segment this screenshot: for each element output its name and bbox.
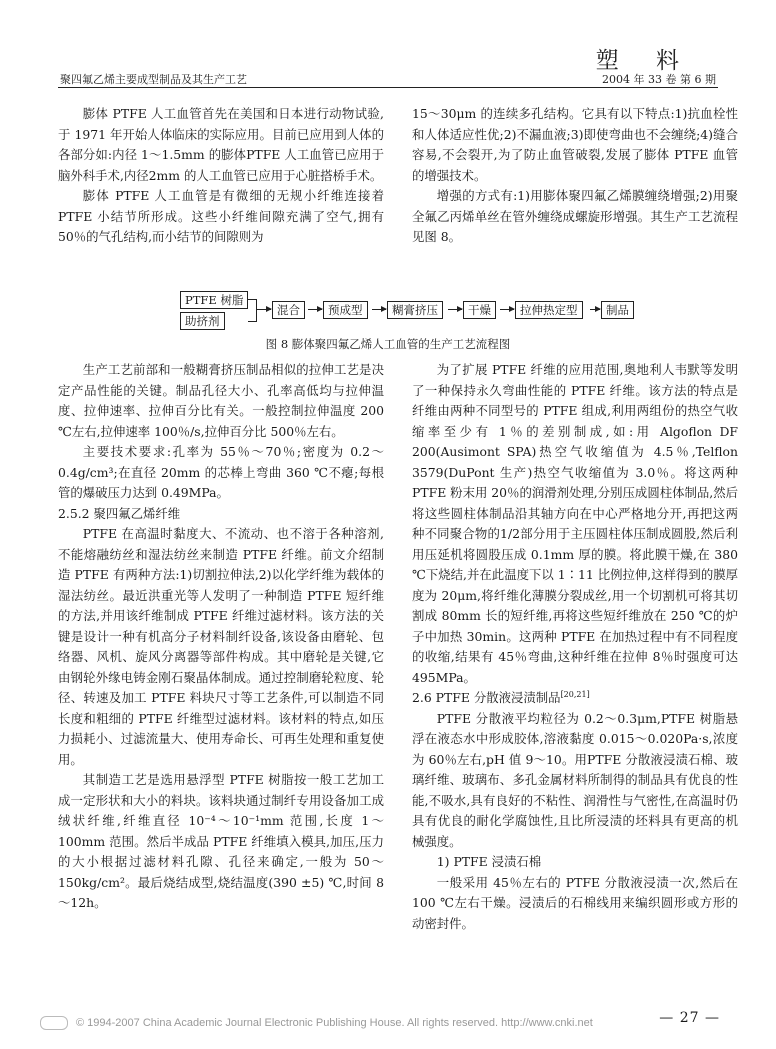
flow-merge-bracket	[248, 299, 257, 322]
paragraph: 其制造工艺是选用悬浮型 PTFE 树脂按一般工艺加工成一定形状和大小的料块。该料块通过制纤专用设备加工成绒状纤维,纤维直径 10⁻⁴～10⁻¹mm 范围,长度 1～100mm 范围。然后半成品 PTFE 纤维填入模具,加压,压力的大小根据过滤材料孔隙、孔径来确定,一般为 50～150kg/cm²。最后烧结成型,烧结温度(390 ±5) ℃,时间 8～12h。	[58, 772, 384, 910]
flow-arrow	[448, 309, 462, 310]
flow-step-paste-extrusion: 糊膏挤压	[387, 301, 443, 319]
publisher-logo-icon	[40, 1016, 68, 1030]
citation-ref: [20,21]	[560, 689, 590, 699]
flow-step-stretch-heat-setting: 拉伸热定型	[515, 301, 583, 319]
paragraph: PTFE 在高温时黏度大、不流动、也不溶于各种溶剂,不能熔融纺丝和湿法纺丝来制造 PTFE 纤维。前文介绍制造 PTFE 有两种方法:1)切割拉伸法,2)以化学纤维为载体的湿法纺丝。最近洪重光等人发明了一种制造 PTFE 短纤维的方法,并用该纤维制成 PTFE 纤维过滤材料。该方法的关键是设计一种有机高分子材料制纤设备,该设备由磨轮、包络器、风机、旋风分离器等部件构成。其中磨轮是关键,它由钢轮外缘电铸金刚石聚晶体制成。通过控制磨轮粒度、轮径、转速及加工 PTFE 料块尺寸等工艺条件,可以制造不同长度和粗细的 PTFE 纤维型过滤材料。该材料的特点,如压力损耗小、过滤流量大、使用寿命长、可再生处理和重复使用。	[58, 526, 384, 767]
flow-input-extrusion-aid: 助挤剂	[180, 312, 225, 330]
flow-step-preforming: 预成型	[323, 301, 368, 319]
section-heading: 2.6 PTFE 分散液浸渍制品[20,21]	[412, 689, 590, 705]
paragraph: 生产工艺前部和一般糊膏挤压制品相似的拉伸工艺是决定产品性能的关键。制品孔径大小、孔率高低均与拉伸温度、拉伸速率、拉伸百分比有关。一般控制拉伸温度 200 ℃左右,拉伸速率 100％/s,拉伸百分比 500％左右。	[58, 362, 384, 439]
running-header-issue: 2004 年 33 卷 第 6 期	[602, 73, 716, 86]
subheading: 1) PTFE 浸渍石棉	[436, 854, 542, 869]
flow-arrow	[590, 309, 600, 310]
header-rule	[58, 87, 718, 88]
right-column-top	[412, 104, 738, 248]
section-heading: 2.5.2 聚四氟乙烯纤维	[58, 505, 181, 521]
journal-title: 塑 料	[595, 48, 694, 74]
paragraph: 膨体 PTFE 人工血管首先在美国和日本进行动物试验,于 1971 年开始人体临床的实际应用。目前已应用到人体的各部分如:内径 1～1.5mm 的膨体PTFE 人工血管已应用于脑外科手术,内径2mm 的人工血管已应用于心脏搭桥手术。	[58, 106, 384, 183]
flow-arrow	[372, 309, 386, 310]
paragraph: 增强的方式有:1)用膨体聚四氟乙烯膜缠绕增强;2)用聚全氟乙丙烯单丝在管外缠绕成螺旋形增强。其生产工艺流程见图 8。	[412, 188, 738, 244]
paragraph: 主要技术要求:孔率为 55％～70％;密度为 0.2～0.4g/cm³;在直径 20mm 的芯棒上弯曲 360 ℃不瘪;每根管的爆破压力达到 0.49MPa。	[58, 444, 384, 500]
flow-step-mixing: 混合	[272, 301, 305, 319]
left-column-top	[58, 104, 384, 248]
paragraph: 为了扩展 PTFE 纤维的应用范围,奥地利人韦默等发明了一种保持永久弯曲性能的 PTFE 纤维。该方法的特点是纤维由两种不同型号的 PTFE 组成,利用两组份的热空气收缩率至少有 1％的差别制成,如:用 Algoflon DF 200(Ausimont SPA)热空气收缩值为 4.5％,Telflon 3579(DuPont 生产)热空气收缩值为 3.0％。将这两种 PTFE 粉末用 20％的润滑剂处理,分别压成圆柱体制品,然后将这些圆柱体制品沿其轴方向在中心严格地分开,再把这两种不同聚合物的1/2部分用于主压圆柱体压制成圆股,然后利用压延机将圆股压成 0.1mm 厚的膜。将此膜干燥,在 380 ℃下烧结,并在此温度下以 1∶11 比例拉伸,这样得到的膜厚度为 20μm,将纤维化薄膜分裂成丝,用一个切割机可将其切割成 80mm 长的短纤维,再将这些短纤维放在 250 ℃的炉子中加热 30min。这两种 PTFE 在加热过程中有不同程度的收缩,结果有 45％弯曲,这种纤维在拉伸 8％时强度可达 495MPa。	[412, 362, 738, 685]
flow-arrow	[500, 309, 514, 310]
flow-step-product: 制品	[601, 301, 634, 319]
flow-input-ptfe-resin: PTFE 树脂	[180, 291, 248, 309]
process-flow-diagram	[178, 288, 629, 330]
right-column-bottom	[412, 360, 738, 934]
figure-caption: 图 8 膨体聚四氟乙烯人工血管的生产工艺流程图	[265, 337, 511, 351]
flow-arrow	[308, 309, 322, 310]
paragraph: PTFE 分散液平均粒径为 0.2～0.3μm,PTFE 树脂悬浮在液态水中形成胶体,溶液黏度 0.015～0.020Pa·s,浓度为 60％左右,pH 值 9～10。用PTFE 分散液浸渍石棉、玻璃纤维、玻璃布、多孔金属材料所制得的制品具有优良的性能,不吸水,具有良好的不粘性、润滑性与气密性,在高温时仍具有优良的耐化学腐蚀性,且比所浸渍的坯料具有更高的机械强度。	[412, 710, 738, 849]
copyright-footer: © 1994-2007 China Academic Journal Electronic Publishing House. All rights reserved. http://www.cnki.net	[40, 1016, 593, 1030]
page-number: — 27 —	[659, 1010, 720, 1026]
flow-arrow	[257, 309, 271, 310]
running-header-title: 聚四氟乙烯主要成型制品及其生产工艺	[60, 73, 247, 86]
left-column-bottom	[58, 360, 384, 914]
paragraph: 膨体 PTFE 人工血管是有微细的无规小纤维连接着 PTFE 小结节所形成。这些小纤维间隙充满了空气,拥有 50％的气孔结构,而小结节的间隙则为	[58, 188, 384, 244]
paragraph: 15～30μm 的连续多孔结构。它具有以下特点:1)抗血栓性和人体适应性优;2)不漏血液;3)即使弯曲也不会缠绕;4)缝合容易,不会裂开,为了防止血管破裂,发展了膨体 PTFE 血管的增强技术。	[412, 106, 738, 183]
flow-step-drying: 干燥	[463, 301, 496, 319]
paragraph: 一般采用 45％左右的 PTFE 分散液浸渍一次,然后在 100 ℃左右干燥。浸渍后的石棉线用来编织圆形或方形的动密封件。	[412, 874, 738, 931]
